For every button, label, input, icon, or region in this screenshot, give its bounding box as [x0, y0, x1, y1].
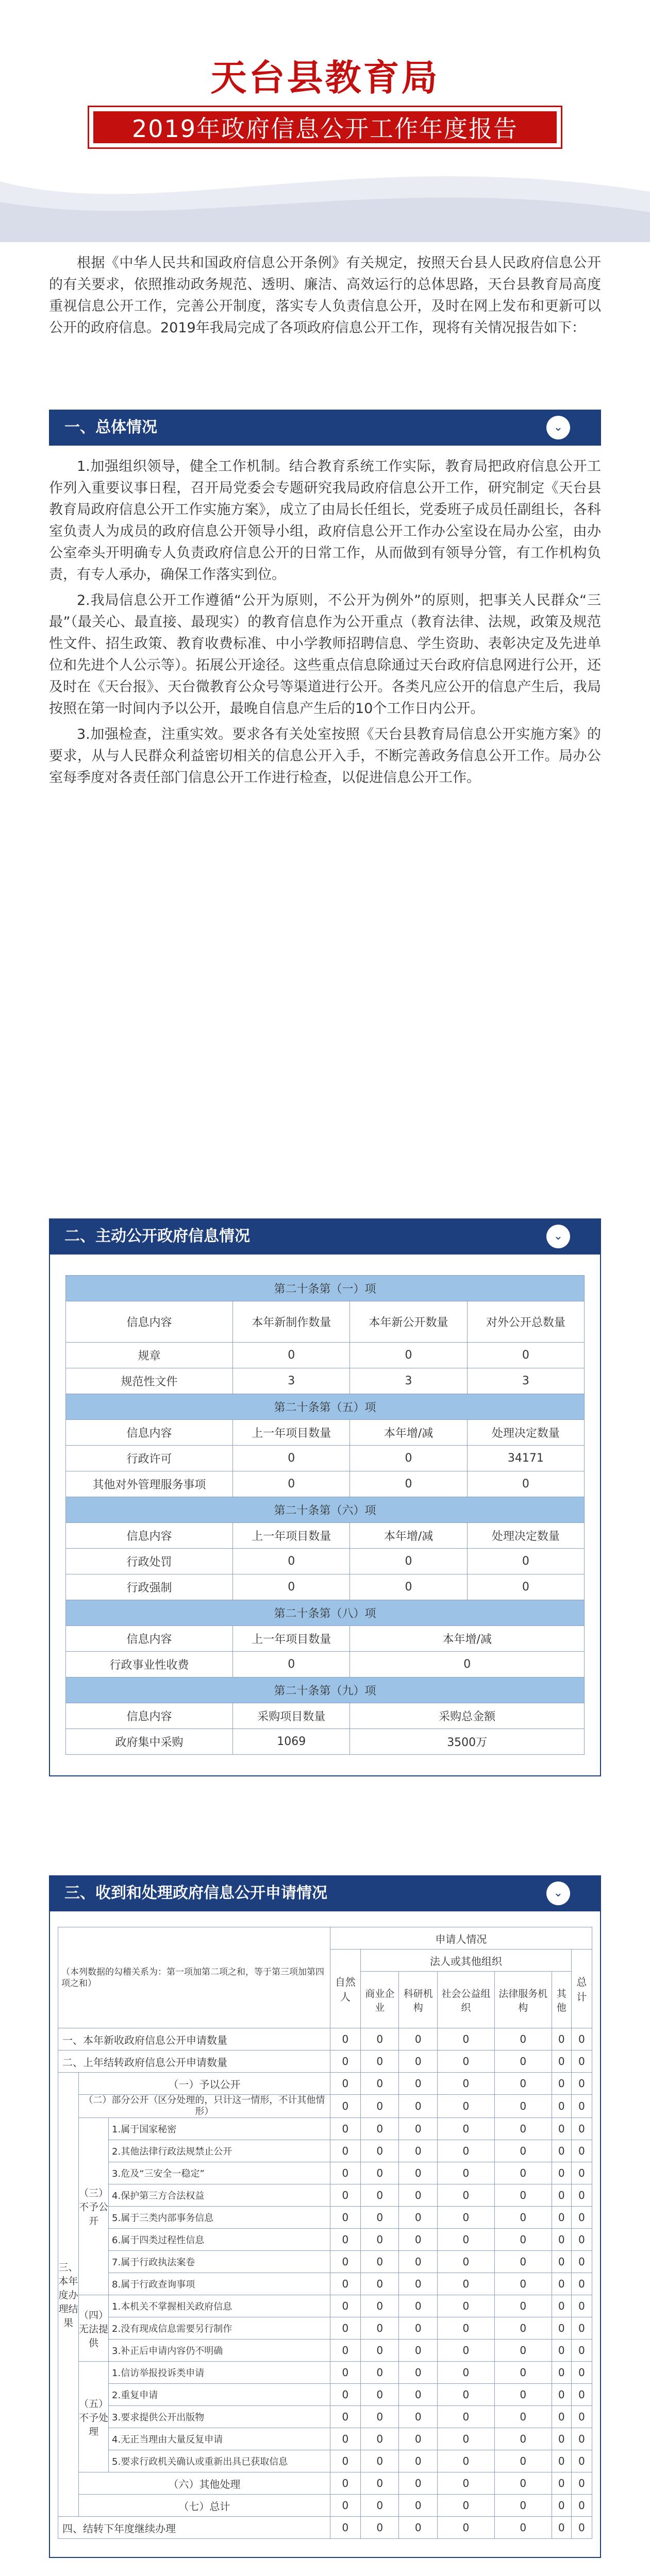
t3-value-cell: 0 — [494, 2095, 552, 2118]
t3-row-label: 1.本机关不掌握相关政府信息 — [109, 2295, 330, 2317]
t3-value-cell: 0 — [437, 2095, 494, 2118]
t3-value-cell: 0 — [399, 2028, 438, 2050]
t3-value-cell: 0 — [437, 2050, 494, 2073]
t3-value-cell: 0 — [330, 2273, 360, 2295]
t3-value-cell: 0 — [571, 2207, 592, 2229]
t3-value-cell: 0 — [360, 2140, 399, 2162]
t2-cell: 3 — [233, 1368, 350, 1394]
section-1-body — [49, 456, 601, 789]
t2-section-row: 第二十条第（八）项 — [66, 1600, 585, 1626]
t3-value-cell: 0 — [360, 2295, 399, 2317]
t3-value-cell: 0 — [330, 2162, 360, 2184]
t3-value-cell: 0 — [571, 2073, 592, 2095]
t3-value-cell: 0 — [552, 2495, 571, 2517]
t3-value-cell: 0 — [437, 2273, 494, 2295]
t3-value-cell: 0 — [437, 2118, 494, 2140]
t3-value-cell: 0 — [552, 2472, 571, 2495]
t3-row-label: 2.其他法律行政法规禁止公开 — [109, 2140, 330, 2162]
t3-row-label: 7.属于行政执法案卷 — [109, 2251, 330, 2273]
t3-value-cell: 0 — [399, 2140, 438, 2162]
t3-value-cell: 0 — [437, 2207, 494, 2229]
t3-value-cell: 0 — [399, 2162, 438, 2184]
t3-row-label: 3.要求提供公开出版物 — [109, 2406, 330, 2428]
t3-value-cell: 0 — [571, 2251, 592, 2273]
t2-col-header: 信息内容 — [66, 1703, 233, 1729]
t3-value-cell: 0 — [494, 2406, 552, 2428]
t3-value-cell: 0 — [494, 2140, 552, 2162]
t2-cell: 3 — [467, 1368, 584, 1394]
t3-value-cell: 0 — [360, 2118, 399, 2140]
t2-section-row: 第二十条第（六）项 — [66, 1497, 585, 1523]
section-3-title: 三、收到和处理政府信息公开申请情况 — [64, 1884, 327, 1902]
t3-row-label: （一）予以公开 — [79, 2073, 330, 2095]
t3-value-cell: 0 — [360, 2362, 399, 2384]
t2-cell: 34171 — [467, 1446, 584, 1471]
t3-row-label: 5.属于三类内部事务信息 — [109, 2207, 330, 2229]
t3-value-cell: 0 — [437, 2450, 494, 2472]
t3-value-cell: 0 — [399, 2450, 438, 2472]
t2-col-header: 处理决定数量 — [467, 1420, 584, 1446]
t3-value-cell: 0 — [571, 2028, 592, 2050]
t3-col-header: 科研机构 — [399, 1972, 438, 2028]
t3-value-cell: 0 — [571, 2162, 592, 2184]
t2-section-row: 第二十条第（五）项 — [66, 1394, 585, 1420]
t3-value-cell: 0 — [571, 2140, 592, 2162]
t2-col-header: 信息内容 — [66, 1420, 233, 1446]
s1-paragraph-2: 2.我局信息公开工作遵循“公开为原则，不公开为例外”的原则，把事关人民群众“三最”（最关心、最直接、最现实）的教育信息作为公开重点（教育法律、法规，政策及规范性文件、招生政策、教育收费标准、中小学教师招聘信息、学生资助、表彰决定及先进单位和先进个人公示等）。拓展公开途径。这些重点信息除通过天台政府信息网进行公开，还及时在《天台报》、天台微教育公众号等渠道进行公开。各类凡应公开的信息产生后，我局按照在第一时间内予以公开，最晚自信息产生后的10个工作日内公开。 — [49, 592, 601, 717]
t3-row-label: 1.属于国家秘密 — [109, 2118, 330, 2140]
t3-value-cell: 0 — [399, 2428, 438, 2450]
t3-value-cell: 0 — [571, 2428, 592, 2450]
t2-col-header: 信息内容 — [66, 1626, 233, 1652]
t2-col-header: 上一年项目数量 — [233, 1626, 350, 1652]
t2-col-header: 本年增/减 — [350, 1420, 467, 1446]
t3-group-label: 三、本年度办理结果 — [58, 2073, 79, 2517]
t2-col-header: 采购项目数量 — [233, 1703, 350, 1729]
t3-value-cell: 0 — [399, 2073, 438, 2095]
t3-value-cell: 0 — [437, 2295, 494, 2317]
t3-value-cell: 0 — [437, 2340, 494, 2362]
t3-value-cell: 0 — [399, 2517, 438, 2539]
t3-value-cell: 0 — [552, 2229, 571, 2251]
t2-cell: 0 — [233, 1652, 350, 1677]
t3-value-cell: 0 — [571, 2050, 592, 2073]
t3-value-cell: 0 — [330, 2028, 360, 2050]
t3-value-cell: 0 — [330, 2184, 360, 2207]
t3-value-cell: 0 — [494, 2118, 552, 2140]
t3-row-label: 一、本年新收政府信息公开申请数量 — [58, 2028, 330, 2050]
t3-value-cell: 0 — [360, 2317, 399, 2340]
t2-cell: 0 — [350, 1471, 467, 1497]
t2-cell: 0 — [233, 1343, 350, 1368]
t3-value-cell: 0 — [571, 2495, 592, 2517]
t2-col-header: 采购总金额 — [350, 1703, 585, 1729]
t3-value-cell: 0 — [571, 2450, 592, 2472]
t2-cell: 0 — [467, 1471, 584, 1497]
t3-value-cell: 0 — [360, 2406, 399, 2428]
intro-paragraph: 根据《中华人民共和国政府信息公开条例》有关规定，按照天台县人民政府信息公开的有关要求，依照推动政务规范、透明、廉洁、高效运行的总体思路，天台县教育局高度重视信息公开工作，完善公开制度，落实专人负责信息公开，及时在网上发布和更新可以公开的政府信息。2019年我局完成了各项政府信息公开工作，现将有关情况报告如下： — [49, 255, 601, 336]
t3-value-cell: 0 — [494, 2317, 552, 2340]
t3-value-cell: 0 — [552, 2162, 571, 2184]
section-2-title: 二、主动公开政府信息情况 — [64, 1227, 250, 1245]
t3-value-cell: 0 — [552, 2207, 571, 2229]
t3-value-cell: 0 — [552, 2050, 571, 2073]
section-3-header[interactable] — [49, 1875, 601, 1911]
page-title: 天台县教育局 — [210, 57, 440, 99]
t3-value-cell: 0 — [360, 2472, 399, 2495]
t3-value-cell: 0 — [437, 2406, 494, 2428]
t3-row-label: 二、上年结转政府信息公开申请数量 — [58, 2050, 330, 2073]
t3-row-label: 6.属于四类过程性信息 — [109, 2229, 330, 2251]
t3-value-cell: 0 — [399, 2273, 438, 2295]
t2-cell: 规章 — [66, 1343, 233, 1368]
t3-value-cell: 0 — [360, 2517, 399, 2539]
t2-col-header: 本年新公开数量 — [350, 1301, 467, 1343]
t3-value-cell: 0 — [552, 2384, 571, 2406]
t3-value-cell: 0 — [494, 2428, 552, 2450]
t3-value-cell: 0 — [571, 2472, 592, 2495]
t2-col-header: 上一年项目数量 — [233, 1420, 350, 1446]
t3-value-cell: 0 — [360, 2229, 399, 2251]
t3-row-label: （六）其他处理 — [79, 2472, 330, 2495]
section-2-header[interactable] — [49, 1218, 601, 1255]
s1-paragraph-1: 1.加强组织领导，健全工作机制。结合教育系统工作实际，教育局把政府信息公开工作列入重要议事日程，召开局党委会专题研究我局政府信息公开工作，研究制定《天台县教育局政府信息公开工作实施方案》，成立了由局长任组长，党委班子成员任副组长，各科室负责人为成员的政府信息公开领导小组，政府信息公开工作办公室设在局办公室，由办公室牵头开明确专人负责政府信息公开的日常工作，从而做到有领导分管，有工作机构负责，有专人承办，确保工作落实到位。 — [49, 459, 601, 583]
t3-value-cell: 0 — [571, 2095, 592, 2118]
t3-value-cell: 0 — [494, 2184, 552, 2207]
t3-value-cell: 0 — [571, 2517, 592, 2539]
t2-cell: 0 — [233, 1446, 350, 1471]
t3-col-header: 社会公益组织 — [437, 1972, 494, 2028]
active-disclosure-table — [65, 1275, 585, 1755]
s1-paragraph-3: 3.加强检查，注重实效。要求各有关处室按照《天台县教育局信息公开实施方案》的要求，从与人民群众利益密切相关的信息公开入手，不断完善政务信息公开工作。局办公室每季度对各责任部门信息公开工作进行检查，以促进信息公开工作。 — [49, 726, 601, 786]
t3-value-cell: 0 — [571, 2362, 592, 2384]
t2-cell: 行政处罚 — [66, 1549, 233, 1574]
t3-col-header: 其他 — [552, 1972, 571, 2028]
t3-value-cell: 0 — [360, 2095, 399, 2118]
t3-subgroup-label: （五）不予处理 — [79, 2362, 109, 2472]
t2-cell: 0 — [350, 1446, 467, 1471]
t3-value-cell: 0 — [552, 2406, 571, 2428]
t2-cell: 0 — [350, 1574, 467, 1600]
t3-value-cell: 0 — [399, 2340, 438, 2362]
t3-subgroup-label: （三）不予公开 — [79, 2118, 109, 2295]
t2-cell: 0 — [233, 1574, 350, 1600]
t3-value-cell: 0 — [494, 2450, 552, 2472]
t3-value-cell: 0 — [494, 2495, 552, 2517]
section-1-header[interactable] — [49, 410, 601, 446]
t3-value-cell: 0 — [571, 2273, 592, 2295]
t3-value-cell: 0 — [552, 2184, 571, 2207]
t3-value-cell: 0 — [437, 2028, 494, 2050]
t3-row-label: （二）部分公开（区分处理的，只计这一情形，不计其他情形） — [79, 2095, 330, 2118]
t3-value-cell: 0 — [399, 2095, 438, 2118]
t2-cell: 0 — [467, 1574, 584, 1600]
t2-section-row: 第二十条第（九）项 — [66, 1677, 585, 1703]
t3-subgroup-label: （四）无法提供 — [79, 2295, 109, 2362]
t3-value-cell: 0 — [552, 2517, 571, 2539]
t2-cell: 0 — [350, 1343, 467, 1368]
t3-value-cell: 0 — [399, 2362, 438, 2384]
t3-value-cell: 0 — [399, 2317, 438, 2340]
t3-value-cell: 0 — [494, 2229, 552, 2251]
t3-row-label: 5.要求行政机关确认或重新出具已获取信息 — [109, 2450, 330, 2472]
t3-row-label: 四、结转下年度继续办理 — [58, 2517, 330, 2539]
t2-cell: 0 — [350, 1549, 467, 1574]
section-1-title: 一、总体情况 — [64, 418, 157, 436]
t3-value-cell: 0 — [494, 2362, 552, 2384]
t3-value-cell: 0 — [330, 2207, 360, 2229]
t3-value-cell: 0 — [330, 2251, 360, 2273]
t3-value-cell: 0 — [330, 2340, 360, 2362]
t3-row-label: 2.重复申请 — [109, 2384, 330, 2406]
t3-value-cell: 0 — [552, 2340, 571, 2362]
t3-value-cell: 0 — [494, 2251, 552, 2273]
t3-value-cell: 0 — [330, 2472, 360, 2495]
t3-value-cell: 0 — [437, 2140, 494, 2162]
t3-row-label: 3.危及“三安全一稳定” — [109, 2162, 330, 2184]
t3-value-cell: 0 — [399, 2050, 438, 2073]
t2-col-header: 上一年项目数量 — [233, 1523, 350, 1549]
t3-value-cell: 0 — [437, 2495, 494, 2517]
t3-value-cell: 0 — [437, 2384, 494, 2406]
t3-value-cell: 0 — [494, 2295, 552, 2317]
t3-value-cell: 0 — [494, 2384, 552, 2406]
t3-value-cell: 0 — [399, 2118, 438, 2140]
t3-value-cell: 0 — [571, 2295, 592, 2317]
t2-cell: 0 — [467, 1549, 584, 1574]
t3-value-cell: 0 — [399, 2472, 438, 2495]
section-2-box — [49, 1255, 601, 1776]
t3-value-cell: 0 — [330, 2118, 360, 2140]
t3-value-cell: 0 — [437, 2317, 494, 2340]
t2-col-header: 信息内容 — [66, 1523, 233, 1549]
t3-value-cell: 0 — [571, 2384, 592, 2406]
t3-value-cell: 0 — [571, 2118, 592, 2140]
t3-value-cell: 0 — [552, 2317, 571, 2340]
chevron-down-icon[interactable]: ⌄ — [546, 416, 570, 439]
t3-value-cell: 0 — [437, 2251, 494, 2273]
t2-cell: 1069 — [233, 1729, 350, 1755]
t3-value-cell: 0 — [552, 2140, 571, 2162]
t3-value-cell: 0 — [494, 2073, 552, 2095]
t3-value-cell: 0 — [399, 2406, 438, 2428]
t3-value-cell: 0 — [330, 2140, 360, 2162]
t3-row-label: （七）总计 — [79, 2495, 330, 2517]
t3-value-cell: 0 — [360, 2450, 399, 2472]
t3-value-cell: 0 — [360, 2251, 399, 2273]
t3-col-header: 法人或其他组织 — [360, 1950, 571, 1972]
t3-value-cell: 0 — [552, 2251, 571, 2273]
t3-value-cell: 0 — [437, 2184, 494, 2207]
t3-value-cell: 0 — [494, 2273, 552, 2295]
t3-value-cell: 0 — [330, 2295, 360, 2317]
t3-value-cell: 0 — [330, 2050, 360, 2073]
t3-value-cell: 0 — [330, 2362, 360, 2384]
t3-value-cell: 0 — [360, 2184, 399, 2207]
t3-value-cell: 0 — [494, 2162, 552, 2184]
t2-cell: 其他对外管理服务事项 — [66, 1471, 233, 1497]
t3-value-cell: 0 — [552, 2028, 571, 2050]
t3-value-cell: 0 — [330, 2428, 360, 2450]
t3-value-cell: 0 — [437, 2162, 494, 2184]
t2-cell: 行政强制 — [66, 1574, 233, 1600]
t3-value-cell: 0 — [330, 2495, 360, 2517]
t2-col-header: 对外公开总数量 — [467, 1301, 584, 1343]
t3-row-label: 3.补正后申请内容仍不明确 — [109, 2340, 330, 2362]
t3-value-cell: 0 — [571, 2406, 592, 2428]
t3-value-cell: 0 — [494, 2050, 552, 2073]
t3-value-cell: 0 — [437, 2472, 494, 2495]
t3-value-cell: 0 — [330, 2450, 360, 2472]
t3-value-cell: 0 — [330, 2095, 360, 2118]
t3-col-header: 商业企业 — [360, 1972, 399, 2028]
t3-value-cell: 0 — [360, 2050, 399, 2073]
t3-row-label: 8.属于行政查询事项 — [109, 2273, 330, 2295]
chevron-down-icon[interactable]: ⌄ — [546, 1225, 570, 1248]
t3-row-label: 1.信访举报投诉类申请 — [109, 2362, 330, 2384]
t3-value-cell: 0 — [399, 2384, 438, 2406]
t3-value-cell: 0 — [552, 2450, 571, 2472]
t2-cell: 3 — [350, 1368, 467, 1394]
t3-value-cell: 0 — [437, 2073, 494, 2095]
t3-value-cell: 0 — [571, 2317, 592, 2340]
t3-value-cell: 0 — [552, 2428, 571, 2450]
section-3-box — [49, 1911, 601, 2558]
t3-value-cell: 0 — [494, 2207, 552, 2229]
t3-value-cell: 0 — [360, 2207, 399, 2229]
t3-value-cell: 0 — [399, 2207, 438, 2229]
t3-value-cell: 0 — [437, 2428, 494, 2450]
t3-value-cell: 0 — [552, 2118, 571, 2140]
t3-value-cell: 0 — [437, 2517, 494, 2539]
t2-cell: 0 — [233, 1471, 350, 1497]
t3-value-cell: 0 — [360, 2340, 399, 2362]
t3-row-label: 4.保护第三方合法权益 — [109, 2184, 330, 2207]
t3-value-cell: 0 — [399, 2229, 438, 2251]
t3-value-cell: 0 — [330, 2317, 360, 2340]
t3-value-cell: 0 — [399, 2184, 438, 2207]
t3-value-cell: 0 — [437, 2362, 494, 2384]
t2-cell: 行政事业性收费 — [66, 1652, 233, 1677]
t3-value-cell: 0 — [360, 2384, 399, 2406]
t3-value-cell: 0 — [437, 2229, 494, 2251]
t3-col-header: 自然人 — [330, 1950, 360, 2028]
t3-value-cell: 0 — [494, 2028, 552, 2050]
t3-row-label: 2.没有现成信息需要另行制作 — [109, 2317, 330, 2340]
t2-col-header: 处理决定数量 — [467, 1523, 584, 1549]
t3-value-cell: 0 — [552, 2273, 571, 2295]
t3-value-cell: 0 — [399, 2295, 438, 2317]
t3-value-cell: 0 — [330, 2384, 360, 2406]
t3-value-cell: 0 — [330, 2517, 360, 2539]
t3-value-cell: 0 — [360, 2073, 399, 2095]
t2-cell: 规范性文件 — [66, 1368, 233, 1394]
t3-value-cell: 0 — [360, 2428, 399, 2450]
t3-value-cell: 0 — [360, 2495, 399, 2517]
t3-value-cell: 0 — [571, 2229, 592, 2251]
t2-col-header: 信息内容 — [66, 1301, 233, 1343]
t3-value-cell: 0 — [360, 2273, 399, 2295]
t2-cell: 0 — [467, 1343, 584, 1368]
t2-cell: 3500万 — [350, 1729, 585, 1755]
application-handling-table — [58, 1927, 592, 2539]
t3-value-cell: 0 — [330, 2229, 360, 2251]
t3-row-label: 4.无正当理由大量反复申请 — [109, 2428, 330, 2450]
t3-value-cell: 0 — [330, 2073, 360, 2095]
t2-cell: 行政许可 — [66, 1446, 233, 1471]
t2-section-row: 第二十条第（一）项 — [66, 1276, 585, 1301]
t3-value-cell: 0 — [494, 2517, 552, 2539]
t3-applicant-header: 申请人情况 — [330, 1927, 592, 1950]
header — [0, 0, 650, 242]
t3-value-cell: 0 — [494, 2340, 552, 2362]
t2-cell: 0 — [233, 1549, 350, 1574]
t3-value-cell: 0 — [571, 2184, 592, 2207]
t3-value-cell: 0 — [552, 2095, 571, 2118]
t2-col-header: 本年新制作数量 — [233, 1301, 350, 1343]
t3-value-cell: 0 — [360, 2162, 399, 2184]
t2-cell: 政府集中采购 — [66, 1729, 233, 1755]
t3-value-cell: 0 — [399, 2495, 438, 2517]
t3-value-cell: 0 — [552, 2362, 571, 2384]
t3-value-cell: 0 — [330, 2406, 360, 2428]
t3-col-header: 总计 — [571, 1950, 592, 2028]
page-subtitle: 2019年政府信息公开工作年度报告 — [131, 115, 519, 143]
t3-value-cell: 0 — [552, 2295, 571, 2317]
t3-value-cell: 0 — [571, 2340, 592, 2362]
t3-value-cell: 0 — [494, 2472, 552, 2495]
chevron-down-icon[interactable]: ⌄ — [546, 1882, 570, 1905]
t2-col-header: 本年增/减 — [350, 1523, 467, 1549]
t2-col-header: 本年增/减 — [350, 1626, 585, 1652]
subtitle-band — [88, 106, 562, 149]
t3-value-cell: 0 — [399, 2251, 438, 2273]
t3-value-cell: 0 — [360, 2028, 399, 2050]
t3-col-header: 法律服务机构 — [494, 1972, 552, 2028]
t3-corner-note: （本列数据的勾稽关系为：第一项加第二项之和，等于第三项加第四项之和） — [58, 1927, 330, 2028]
t3-value-cell: 0 — [552, 2073, 571, 2095]
t2-cell: 0 — [350, 1652, 585, 1677]
